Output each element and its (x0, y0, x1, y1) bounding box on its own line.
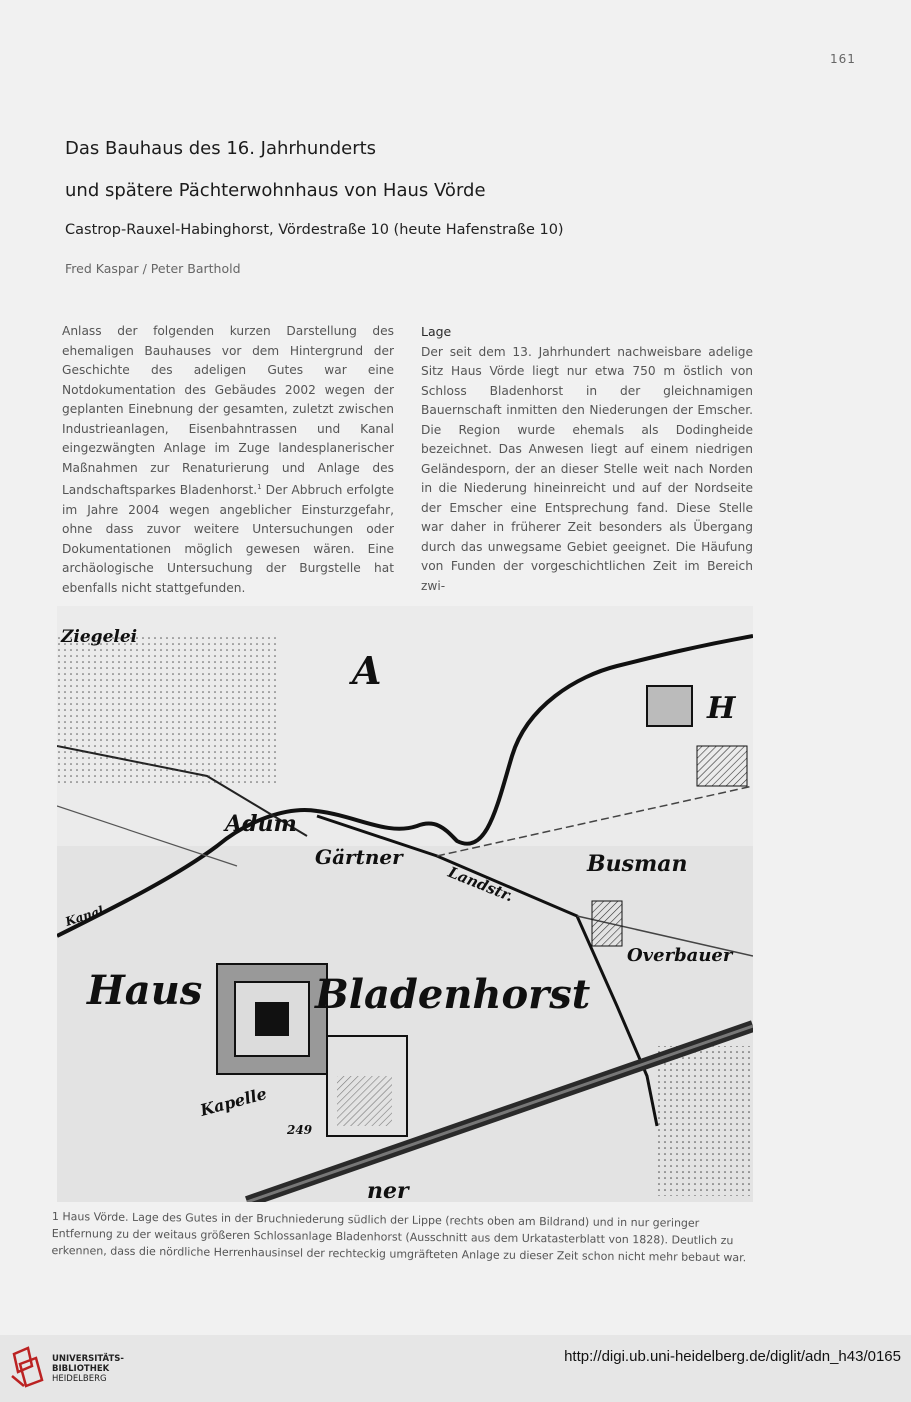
article-subtitle: Castrop-Rauxel-Habinghorst, Vördestraße 10 (heute Hafenstraße 10) (65, 222, 564, 238)
map-label-kapelle: Kapelle (198, 1083, 269, 1120)
footer-bar (0, 1335, 911, 1402)
library-name-line-3: HEIDELBERG (52, 1374, 107, 1384)
map-label-busman: Busman (587, 851, 688, 877)
article-title-line-2: und spätere Pächterwohnhaus von Haus Vörde (65, 180, 486, 201)
map-figure (57, 606, 753, 1202)
map-label-kanal: Kanal (63, 903, 106, 929)
section-heading-lage: Lage (421, 324, 452, 339)
map-label-h: H (707, 691, 736, 726)
map-label-adum: Adum (225, 811, 297, 837)
footnote-ref[interactable]: 1 (257, 483, 262, 491)
ub-heidelberg-logo-icon (10, 1346, 50, 1388)
intro-paragraph: Anlass der folgenden kurzen Darstellung des ehemaligen Bauhauses vor dem Hintergrund der Geschichte des adeligen Gutes war eine Notdokumentation des Gebäudes 2002 wegen der geplanten Einebnung der gesamten, zuletzt zwischen Industrieanlagen, Eisenbahntrassen und Kanal eingezwängten Anlage im Zuge landesplanerischer Maßnahmen zur Renaturierung und Anlage des Landschaftsparkes Bladenhorst. (62, 324, 394, 498)
text-column-left (62, 322, 394, 598)
map-label-landstr: Landstr. (445, 863, 517, 906)
map-label-a: A (352, 648, 382, 693)
article-authors: Fred Kaspar / Peter Barthold (65, 261, 241, 276)
text-column-right (421, 322, 753, 596)
map-label-overbauer: Overbauer (627, 945, 733, 966)
library-name-line-1: UNIVERSITÄTS- (52, 1354, 124, 1364)
cadastral-map (57, 606, 753, 1202)
page-number: 161 (830, 52, 856, 66)
map-label-gartner: Gärtner (315, 845, 403, 869)
map-label-haus: Haus (87, 967, 203, 1014)
library-name (52, 1354, 124, 1384)
library-name-line-2: BIBLIOTHEK (52, 1364, 110, 1374)
lage-paragraph: Der seit dem 13. Jahrhundert nachweisbare adelige Sitz Haus Vörde liegt nur etwa 750 m östlich von Schloss Bladenhorst in der gleichnamigen Bauernschaft inmitten den Niederungen der Emscher. Die Region wurde ehemals als Dodingheide bezeichnet. Das Anwesen liegt auf einem niedrigen Geländesporn, der an dieser Stelle weit nach Norden in die Niederung hineinreicht und auf der Nordseite der Emscher eine Entsprechung fand. Diese Stelle war daher in früherer Zeit besonders als Übergang durch das unwegsame Gebiet geeignet. Die Häufung von Funden der vorgeschichtlichen Zeit im Bereich zwi- (421, 344, 753, 593)
intro-paragraph-end: Der Abbruch erfolgte im Jahre 2004 wegen angeblicher Einsturzgefahr, ohne dass zuvor weitere Untersuchungen oder Dokumentationen möglich gewesen wären. Eine archäologische Untersuchung der Burgstelle hat ebenfalls nicht stattgefunden. (62, 483, 394, 595)
map-label-ner: ner (367, 1178, 409, 1202)
map-label-number: 249 (287, 1123, 313, 1137)
source-url-link[interactable]: http://digi.ub.uni-heidelberg.de/diglit/adn_h43/0165 (564, 1348, 901, 1365)
article-title-line-1: Das Bauhaus des 16. Jahrhunderts (65, 138, 377, 159)
figure-caption: 1 Haus Vörde. Lage des Gutes in der Bruchniederung südlich der Lippe (rechts oben am Bildrand) und in nur geringer Entfernung zu der weitaus größeren Schlossanlage Bladenhorst (Ausschnitt aus dem Urkatasterblatt von 1828). Deutlich zu erkennen, dass die nördliche Herrenhausinsel der rechteckig umgräfteten Anlage zu dieser Zeit schon nicht mehr bebaut war. (51, 1209, 747, 1265)
map-label-ziegelei: Ziegelei (61, 627, 138, 647)
map-label-bladenhorst: Bladenhorst (315, 971, 591, 1018)
